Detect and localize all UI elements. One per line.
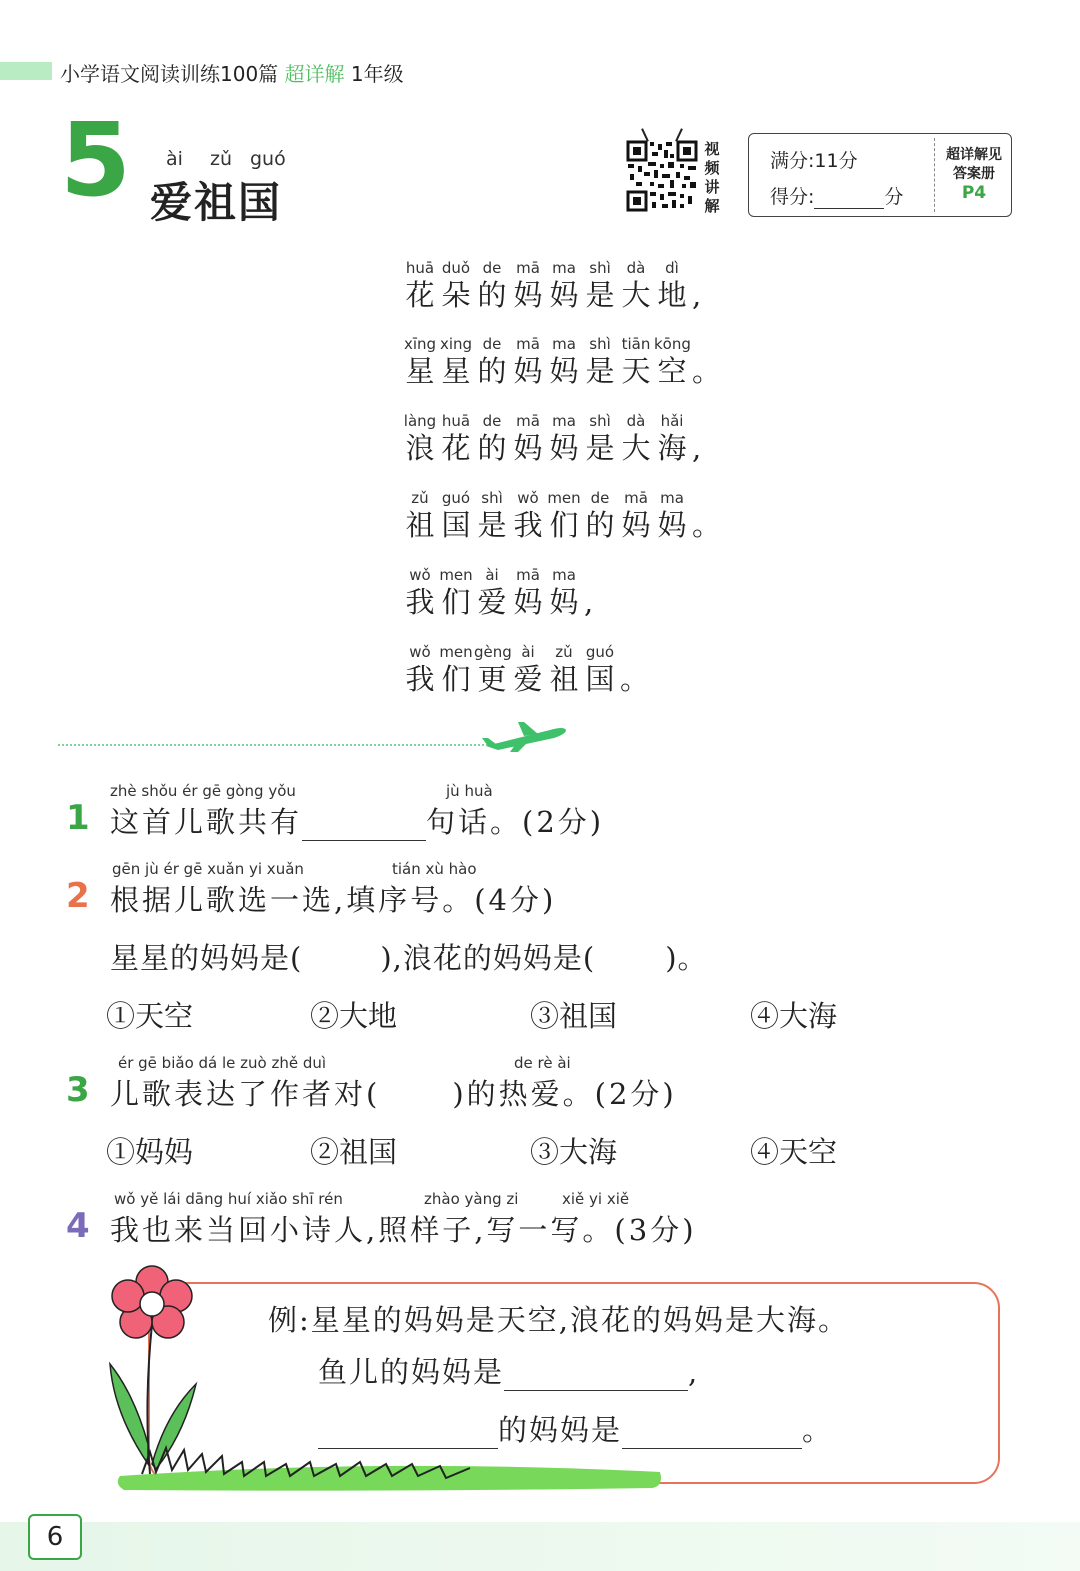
question-pinyin: xiě yi xiě — [562, 1190, 630, 1208]
poem-pinyin: men — [439, 566, 473, 584]
poem-hanzi: 爱 — [513, 662, 543, 696]
poem-char — [546, 642, 582, 696]
poem-char — [510, 334, 546, 388]
poem-char — [654, 411, 690, 465]
poem-hanzi: 星 — [441, 354, 471, 388]
poem-pinyin: ài — [485, 566, 499, 584]
poem-pinyin: zǔ — [411, 489, 429, 507]
poem-pinyin: gèng — [474, 643, 512, 661]
question-text: 句话。(2分) — [426, 805, 605, 839]
title-pinyin: zǔ — [210, 148, 233, 170]
poem-hanzi: 国 — [585, 662, 615, 696]
poem-pinyin: duǒ — [441, 259, 471, 277]
option[interactable]: ①妈妈 — [106, 1135, 194, 1169]
option[interactable]: ④大海 — [750, 999, 838, 1033]
poem-char — [474, 565, 510, 619]
option[interactable]: ①天空 — [106, 999, 194, 1033]
answer-blank[interactable] — [302, 812, 426, 841]
poem-pinyin: kōng — [654, 335, 691, 353]
poem-hanzi: 我 — [405, 662, 435, 696]
poem-char — [402, 488, 438, 542]
poem-hanzi: 妈 — [549, 278, 579, 312]
poem-pinyin: shì — [481, 489, 503, 507]
line-text: 。 — [802, 1413, 834, 1447]
qr-code-icon[interactable] — [626, 140, 698, 212]
poem-hanzi: 爱 — [477, 585, 507, 619]
poem-pinyin: guó — [585, 643, 615, 661]
page-number: 6 — [28, 1514, 82, 1560]
question-pinyin: ér gē biǎo dá le zuò zhě duì — [118, 1054, 327, 1072]
poem-hanzi: 天 — [621, 354, 651, 388]
full-score: 满分:11分 — [770, 150, 858, 172]
poem-pinyin: wǒ — [409, 643, 431, 661]
poem-punctuation: 。 — [692, 354, 722, 388]
question-pinyin: wǒ yě lái dāng huí xiǎo shī rén — [114, 1190, 343, 1208]
answer-line: 答案册 — [953, 166, 995, 182]
poem-char — [582, 258, 618, 312]
poem-pinyin: ma — [552, 566, 576, 584]
poem-hanzi: 是 — [585, 431, 615, 465]
poem-char — [438, 642, 474, 696]
footer-band — [0, 1522, 1080, 1571]
poem-hanzi: 花 — [441, 431, 471, 465]
poem-hanzi: 的 — [477, 278, 507, 312]
title-pinyin: ài — [166, 148, 183, 170]
poem-pinyin: dì — [665, 259, 679, 277]
poem-pinyin: xīng — [403, 335, 437, 353]
poem-char — [474, 642, 510, 696]
poem-char — [582, 642, 618, 696]
poem-char — [618, 411, 654, 465]
poem-hanzi: 国 — [441, 508, 471, 542]
poem-hanzi: 妈 — [549, 585, 579, 619]
poem-hanzi: 妈 — [657, 508, 687, 542]
question-pinyin: zhào yàng zi — [424, 1190, 519, 1208]
poem-hanzi: 星 — [405, 354, 435, 388]
poem-pinyin: de — [590, 489, 610, 507]
poem-pinyin: guó — [441, 489, 471, 507]
poem-char — [546, 565, 582, 619]
title-char: 国 — [238, 178, 283, 227]
poem-hanzi: 是 — [477, 508, 507, 542]
poem-pinyin: de — [482, 259, 502, 277]
poem-hanzi: 们 — [549, 508, 579, 542]
question-pinyin: jù huà — [446, 782, 493, 800]
title-pinyin: guó — [250, 148, 286, 170]
section-divider — [58, 744, 488, 746]
poem-char — [510, 411, 546, 465]
poem-pinyin: huā — [441, 412, 471, 430]
option[interactable]: ③大海 — [530, 1135, 618, 1169]
poem-char — [546, 334, 582, 388]
poem-hanzi: 妈 — [513, 354, 543, 388]
poem-hanzi: 妈 — [549, 431, 579, 465]
question-pinyin: tián xù hào — [392, 860, 477, 878]
poem-char — [402, 334, 438, 388]
poem-hanzi: 更 — [477, 662, 507, 696]
poem-pinyin: shì — [589, 412, 611, 430]
poem-punctuation: 。 — [620, 662, 650, 696]
poem-pinyin: dà — [626, 259, 646, 277]
question-text: 星星的妈妈是( — [110, 941, 303, 975]
poem-hanzi: 朵 — [441, 278, 471, 312]
poem-char — [654, 488, 690, 542]
question-text: 根据儿歌选一选,填序号。(4分) — [110, 883, 557, 917]
qr-label-char: 解 — [704, 197, 720, 215]
poem-char — [546, 411, 582, 465]
question-1 — [110, 800, 604, 841]
book-title: 小学语文阅读训练100篇 — [60, 62, 279, 86]
poem-pinyin: de — [482, 335, 502, 353]
poem-pinyin: wǒ — [517, 489, 539, 507]
poem-hanzi: 的 — [477, 431, 507, 465]
score-field — [770, 182, 903, 209]
airplane-icon — [480, 716, 570, 756]
poem-punctuation: 。 — [692, 508, 722, 542]
line-text: , — [688, 1355, 700, 1389]
poem-pinyin: ma — [552, 412, 576, 430]
question-text: )。 — [665, 941, 708, 975]
poem-char — [474, 334, 510, 388]
poem-pinyin: zǔ — [555, 643, 573, 661]
book-accent: 超详解 — [284, 62, 345, 86]
question-2-line — [110, 936, 708, 977]
poem-char — [654, 334, 690, 388]
option[interactable]: ②祖国 — [310, 1135, 398, 1169]
poem-pinyin: mā — [624, 489, 648, 507]
poem-pinyin: shì — [589, 335, 611, 353]
poem-hanzi: 花 — [405, 278, 435, 312]
poem-char — [582, 488, 618, 542]
poem-char — [510, 258, 546, 312]
question-number: 1 — [66, 798, 90, 838]
poem-pinyin: men — [439, 643, 473, 661]
poem-char — [438, 565, 474, 619]
question-text: 儿歌表达了作者对( — [110, 1077, 381, 1111]
poem-char — [402, 411, 438, 465]
poem-pinyin: dà — [626, 412, 646, 430]
qr-label-char: 讲 — [704, 178, 720, 196]
poem-char — [474, 488, 510, 542]
question-pinyin: de rè ài — [514, 1054, 571, 1072]
poem-punctuation: , — [584, 585, 594, 619]
question-number: 2 — [66, 876, 90, 916]
qr-label-char: 视 — [704, 140, 720, 158]
poem-pinyin: men — [547, 489, 581, 507]
poem-pinyin: ma — [660, 489, 684, 507]
poem-char — [402, 258, 438, 312]
poem-char — [618, 488, 654, 542]
poem-char — [510, 565, 546, 619]
header-accent-bar — [0, 62, 52, 80]
poem-char — [510, 642, 546, 696]
qr-label-char: 频 — [704, 159, 720, 177]
poem-hanzi: 是 — [585, 278, 615, 312]
question-pinyin: gēn jù ér gē xuǎn yi xuǎn — [112, 860, 304, 878]
poem-hanzi: 的 — [585, 508, 615, 542]
poem-pinyin: mā — [516, 412, 540, 430]
poem-pinyin: ài — [521, 643, 535, 661]
poem-hanzi: 是 — [585, 354, 615, 388]
poem-char — [438, 411, 474, 465]
poem-pinyin: hǎi — [660, 412, 684, 430]
poem-hanzi: 妈 — [513, 431, 543, 465]
line-text: 鱼儿的妈妈是 — [318, 1355, 505, 1389]
score-unit: 分 — [884, 186, 904, 208]
poem-pinyin: shì — [589, 259, 611, 277]
answer-reference — [938, 146, 1010, 203]
score-divider — [934, 138, 935, 212]
poem-hanzi: 祖 — [549, 662, 579, 696]
poem-char — [546, 258, 582, 312]
question-number: 4 — [66, 1206, 90, 1246]
question-number: 3 — [66, 1070, 90, 1110]
score-label: 得分: — [770, 186, 815, 208]
poem-char — [474, 411, 510, 465]
poem-char — [474, 258, 510, 312]
poem-pinyin: mā — [516, 259, 540, 277]
line-text: 的妈妈是 — [498, 1413, 623, 1447]
grass-icon — [112, 1436, 667, 1492]
poem-char — [654, 258, 690, 312]
question-text: 这首儿歌共有 — [110, 805, 303, 839]
poem-hanzi: 妈 — [513, 585, 543, 619]
poem-hanzi: 们 — [441, 662, 471, 696]
poem-hanzi: 大 — [621, 278, 651, 312]
poem-hanzi: 我 — [405, 585, 435, 619]
poem-char — [582, 411, 618, 465]
poem-hanzi: 我 — [513, 508, 543, 542]
poem-pinyin: xing — [439, 335, 473, 353]
option[interactable]: ④天空 — [750, 1135, 838, 1169]
option[interactable]: ③祖国 — [530, 999, 618, 1033]
qr-label — [702, 140, 722, 216]
poem-char — [438, 334, 474, 388]
poem-char — [510, 488, 546, 542]
poem-char — [402, 642, 438, 696]
title-char: 祖 — [194, 178, 239, 227]
question-text: )的热爱。(2分) — [452, 1077, 677, 1111]
poem-char — [618, 258, 654, 312]
lesson-title — [150, 170, 282, 230]
poem-hanzi: 们 — [441, 585, 471, 619]
question-text: ),浪花的妈妈是( — [380, 941, 596, 975]
poem-char — [438, 488, 474, 542]
poem-char — [546, 488, 582, 542]
answer-line-1 — [318, 1350, 699, 1391]
book-header — [60, 58, 404, 87]
lesson-number: 5 — [60, 101, 131, 220]
title-char: 爱 — [150, 178, 195, 227]
poem-punctuation: , — [692, 431, 702, 465]
poem-hanzi: 妈 — [513, 278, 543, 312]
poem-hanzi: 妈 — [621, 508, 651, 542]
poem-char — [582, 334, 618, 388]
poem-hanzi: 祖 — [405, 508, 435, 542]
poem-pinyin: ma — [552, 259, 576, 277]
poem-pinyin: mā — [516, 566, 540, 584]
book-grade: 1年级 — [350, 62, 404, 86]
option[interactable]: ②大地 — [310, 999, 398, 1033]
answer-page: P4 — [961, 183, 987, 203]
poem-pinyin: de — [482, 412, 502, 430]
answer-blank[interactable] — [504, 1362, 688, 1391]
poem-pinyin: tiān — [621, 335, 651, 353]
poem-punctuation: , — [692, 278, 702, 312]
poem-hanzi: 大 — [621, 431, 651, 465]
poem-pinyin: wǒ — [409, 566, 431, 584]
poem-char — [438, 258, 474, 312]
poem-char — [618, 334, 654, 388]
poem-hanzi: 地 — [657, 278, 687, 312]
question-3 — [110, 1072, 677, 1113]
question-text: 我也来当回小诗人,照样子,写一写。(3分) — [110, 1213, 697, 1247]
poem-hanzi: 空 — [657, 354, 687, 388]
poem-pinyin: ma — [552, 335, 576, 353]
score-blank[interactable] — [814, 190, 884, 209]
poem-hanzi: 妈 — [549, 354, 579, 388]
question-pinyin: zhè shǒu ér gē gòng yǒu — [110, 782, 296, 800]
poem-hanzi: 浪 — [405, 431, 435, 465]
poem-pinyin: huā — [405, 259, 435, 277]
poem-pinyin: làng — [403, 412, 437, 430]
poem-hanzi: 海 — [657, 431, 687, 465]
example-text: 例:星星的妈妈是天空,浪花的妈妈是大海。 — [268, 1303, 849, 1337]
poem-pinyin: mā — [516, 335, 540, 353]
poem-char — [402, 565, 438, 619]
poem-hanzi: 的 — [477, 354, 507, 388]
answer-line: 超详解见 — [946, 147, 1002, 163]
